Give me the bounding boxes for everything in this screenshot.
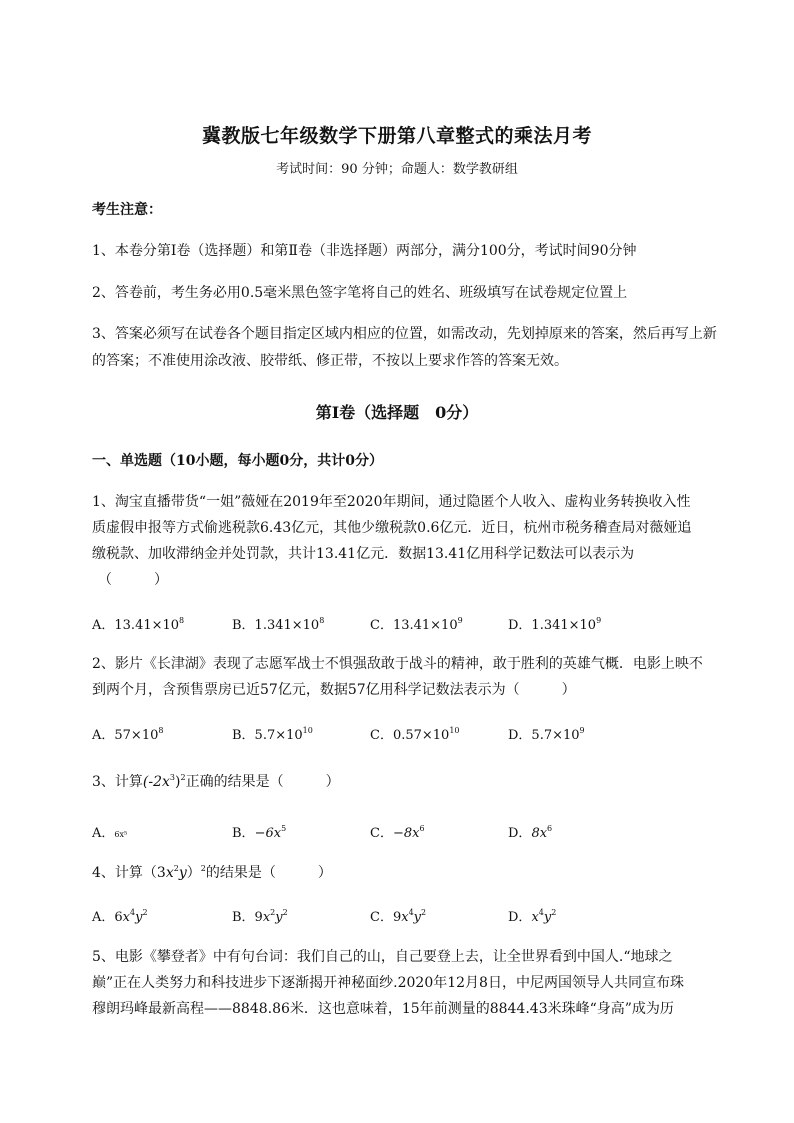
q5-line-1: 5、电影《攀登者》中有句台词：我们自己的山，自己要登上去，让全世界看到中国人.“地球之 [92, 949, 673, 965]
q1-line-4: （ ） [98, 572, 168, 588]
notice-item-1: 1、本卷分第Ⅰ卷（选择题）和第Ⅱ卷（非选择题）两部分，满分100分，考试时间90分钟 [92, 243, 637, 259]
q4-option-a[interactable]: A．$6x^4y^2$ [92, 908, 148, 925]
notice-heading: 考生注意： [92, 202, 162, 218]
q3-option-c[interactable]: C．$-8x^6$ [370, 824, 425, 841]
q1-line-1: 1、淘宝直播带货“一姐”薇娅在2019年至2020年期间，通过隐匿个人收入、虚构业务转换收入性 [92, 494, 691, 510]
exam-title: 冀教版七年级数学下册第八章整式的乘法月考 [201, 125, 592, 147]
q3-option-d[interactable]: D．$8x^6$ [508, 824, 553, 841]
q3-option-b[interactable]: B．$-6x^5$ [232, 824, 287, 841]
q2-option-d[interactable]: D．$5.7\times 10^9$ [508, 726, 585, 743]
q4-option-b[interactable]: B．$9x^2y^2$ [232, 908, 288, 925]
q3-options [92, 822, 712, 846]
q1-option-d[interactable]: D．$1.341\times 10^9$ [508, 616, 602, 633]
q1-options [92, 614, 712, 638]
q5-line-3: 穆朗玛峰最新高程——8848.86米．这也意味着，15年前测量的8844.43米珠峰“身高”成为历 [92, 1001, 674, 1017]
q2-option-a[interactable]: A．$57\times 10^8$ [92, 726, 164, 743]
q2-option-c[interactable]: C．$0.57\times 10^{10}$ [370, 726, 460, 743]
q2-line-2: 到两个月，含预售票房已近57亿元，数据57亿用科学记数法表示为（ ） [92, 682, 576, 698]
q1-option-a[interactable]: A．$13.41\times 10^8$ [92, 616, 185, 633]
q1-option-c[interactable]: C．$13.41\times 10^9$ [370, 616, 463, 633]
q5-line-2: 巅”正在人类努力和科技进步下逐渐揭开神秘面纱.2020年12月8日，中尼两国领导人共同宣布珠 [92, 975, 684, 991]
notice-item-2: 2、答卷前，考生务必用0.5毫米黑色签字笔将自己的姓名、班级填写在试卷规定位置上 [92, 285, 628, 301]
q4-option-d[interactable]: D．$x^4y^2$ [508, 908, 557, 925]
q3-stem: 3、计算$(-2x^3)^2$正确的结果是（ ） [92, 773, 340, 790]
q1-line-3: 缴税款、加收滞纳金并处罚款，共计13.41亿元．数据13.41亿用科学记数法可以表示为 [92, 546, 635, 562]
q2-line-1: 2、影片《长津湖》表现了志愿军战士不惧强敌敢于战斗的精神，敢于胜利的英雄气概．电影上映不 [92, 656, 703, 672]
section-heading: 一、单选题（10小题，每小题0分，共计0分） [92, 453, 383, 469]
q4-stem: 4、计算$(3x^2y)^2$的结果是（ ） [92, 864, 332, 881]
q4-option-c[interactable]: C．$9x^4y^2$ [370, 908, 427, 925]
q4-options [92, 906, 712, 930]
q2-option-b[interactable]: B．$5.7\times 10^{10}$ [232, 726, 313, 743]
notice-item-3: 3、答案必须写在试卷各个题目指定区域内相应的位置，如需改动，先划掉原来的答案，然后再写上新 [92, 326, 717, 342]
part1-title: 第Ⅰ卷（选择题 0分） [315, 403, 479, 422]
exam-subtitle: 考试时间：90 分钟；命题人：数学教研组 [276, 162, 518, 177]
notice-item-3-cont: 的答案；不准使用涂改液、胶带纸、修正带，不按以上要求作答的答案无效。 [92, 353, 568, 369]
q1-line-2: 质虚假申报等方式偷逃税款6.43亿元，其他少缴税款0.6亿元．近日，杭州市税务稽查局对薇娅追 [92, 520, 692, 536]
q2-options [92, 724, 712, 748]
q1-option-b[interactable]: B．$1.341\times 10^8$ [232, 616, 325, 633]
q3-option-a[interactable]: A．6x⁵ [92, 826, 128, 841]
